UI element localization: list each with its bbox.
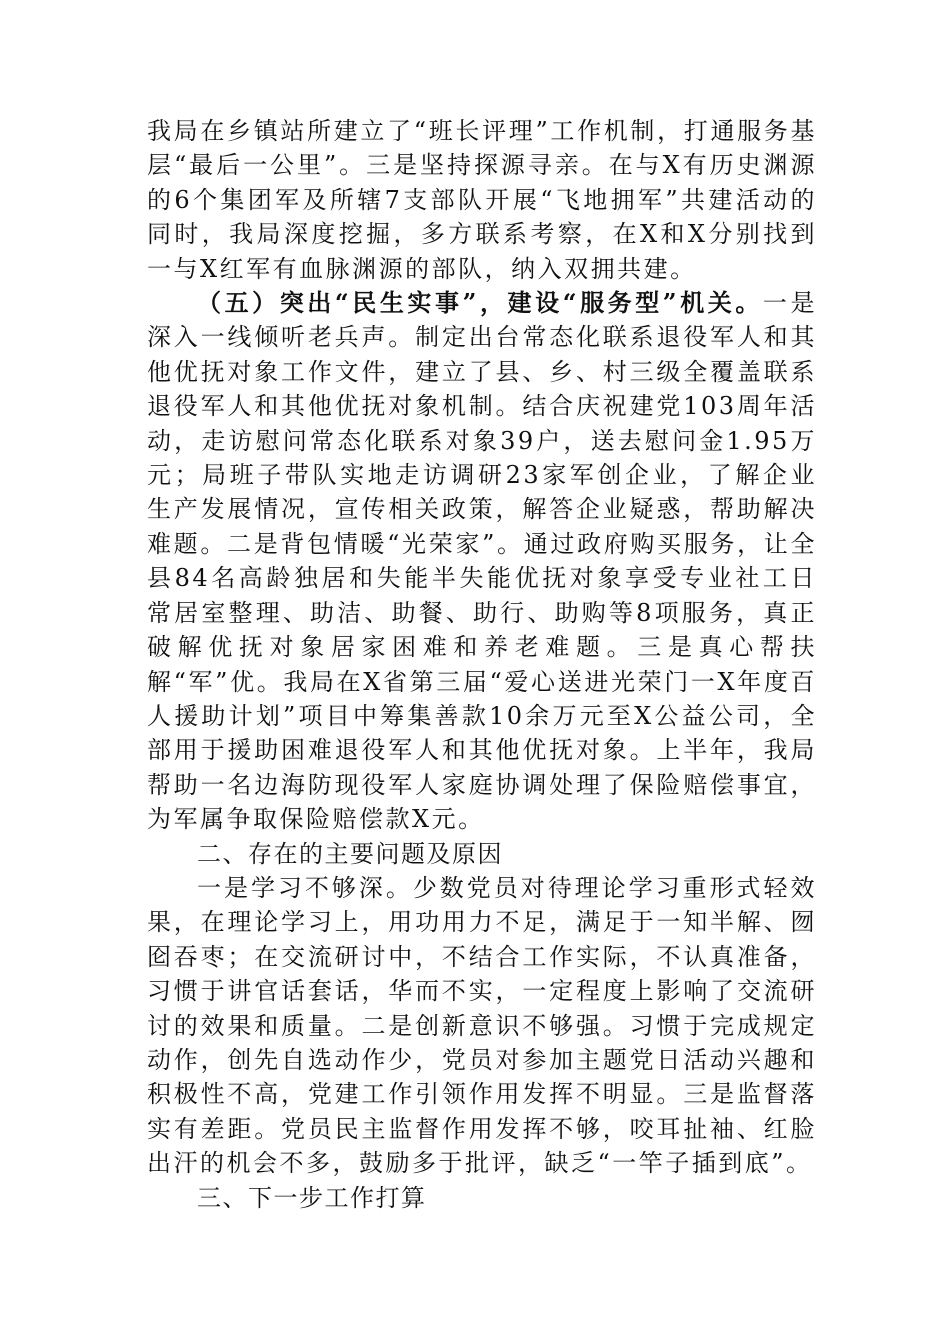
paragraph-problems — [147, 871, 817, 1181]
paragraph-text: 我局在乡镇站所建立了“班长评理”工作机制，打通服务基层“最后一公里”。三是坚持探源寻亲。在与X有历史渊源的6个集团军及所辖7支部队开展“飞地拥军”共建活动的同时，我局深度挖掘，多方联系考察，在X和X分别找到一与X红军有血脉渊源的部队，纳入双拥共建。 — [147, 117, 817, 283]
section-five-lead: （五）突出“民生实事”，建设“服务型”机关。 — [197, 288, 763, 318]
paragraph-text: 一是学习不够深。少数党员对待理论学习重形式轻效果，在理论学习上，用功用力不足，满足于一知半解、囫囵吞枣；在交流研讨中，不结合工作实际，不认真准备，习惯于讲官话套话，华而不实，一定程度上影响了交流研讨的效果和质量。二是创新意识不够强。习惯于完成规定动作，创先自选动作少，党员对参加主题党日活动兴趣和积极性不高，党建工作引领作用发挥不明显。三是监督落实有差距。党员民主监督作用发挥不够，咬耳扯袖、红脸出汗的机会不多，鼓励多于批评，缺乏“一竿子插到底”。 — [147, 873, 817, 1178]
paragraph-text: 一是深入一线倾听老兵声。制定出台常态化联系退役军人和其他优抚对象工作文件，建立了县、乡、村三级全覆盖联系退役军人和其他优抚对象机制。结合庆祝建党103周年活动，走访慰问常态化联系对象39户，送去慰问金1.95万元；局班子带队实地走访调研23家军创企业，了解企业生产发展情况，宣传相关政策，解答企业疑惑，帮助解决难题。二是背包情暖“光荣家”。通过政府购买服务，让全县84名高龄独居和失能半失能优抚对象享受专业社工日常居室整理、助洁、助餐、助行、助购等8项服务，真正破解优抚对象居家困难和养老难题。三是真心帮扶解“军”优。我局在X省第三届“爱心送进光荣门一X年度百人援助计划”项目中筹集善款10余万元至X公益公司，全部用于援助困难退役军人和其他优抚对象。上半年，我局帮助一名边海防现役军人家庭协调处理了保险赔偿事宜，为军属争取保险赔偿款X元。 — [147, 289, 817, 834]
paragraph-continuation — [147, 114, 817, 286]
section-heading-next-steps: 三、下一步工作打算 — [197, 1183, 427, 1212]
body-text — [147, 114, 817, 1215]
paragraph-section-five — [147, 286, 817, 837]
section-heading-problems: 二、存在的主要问题及原因 — [197, 839, 503, 868]
